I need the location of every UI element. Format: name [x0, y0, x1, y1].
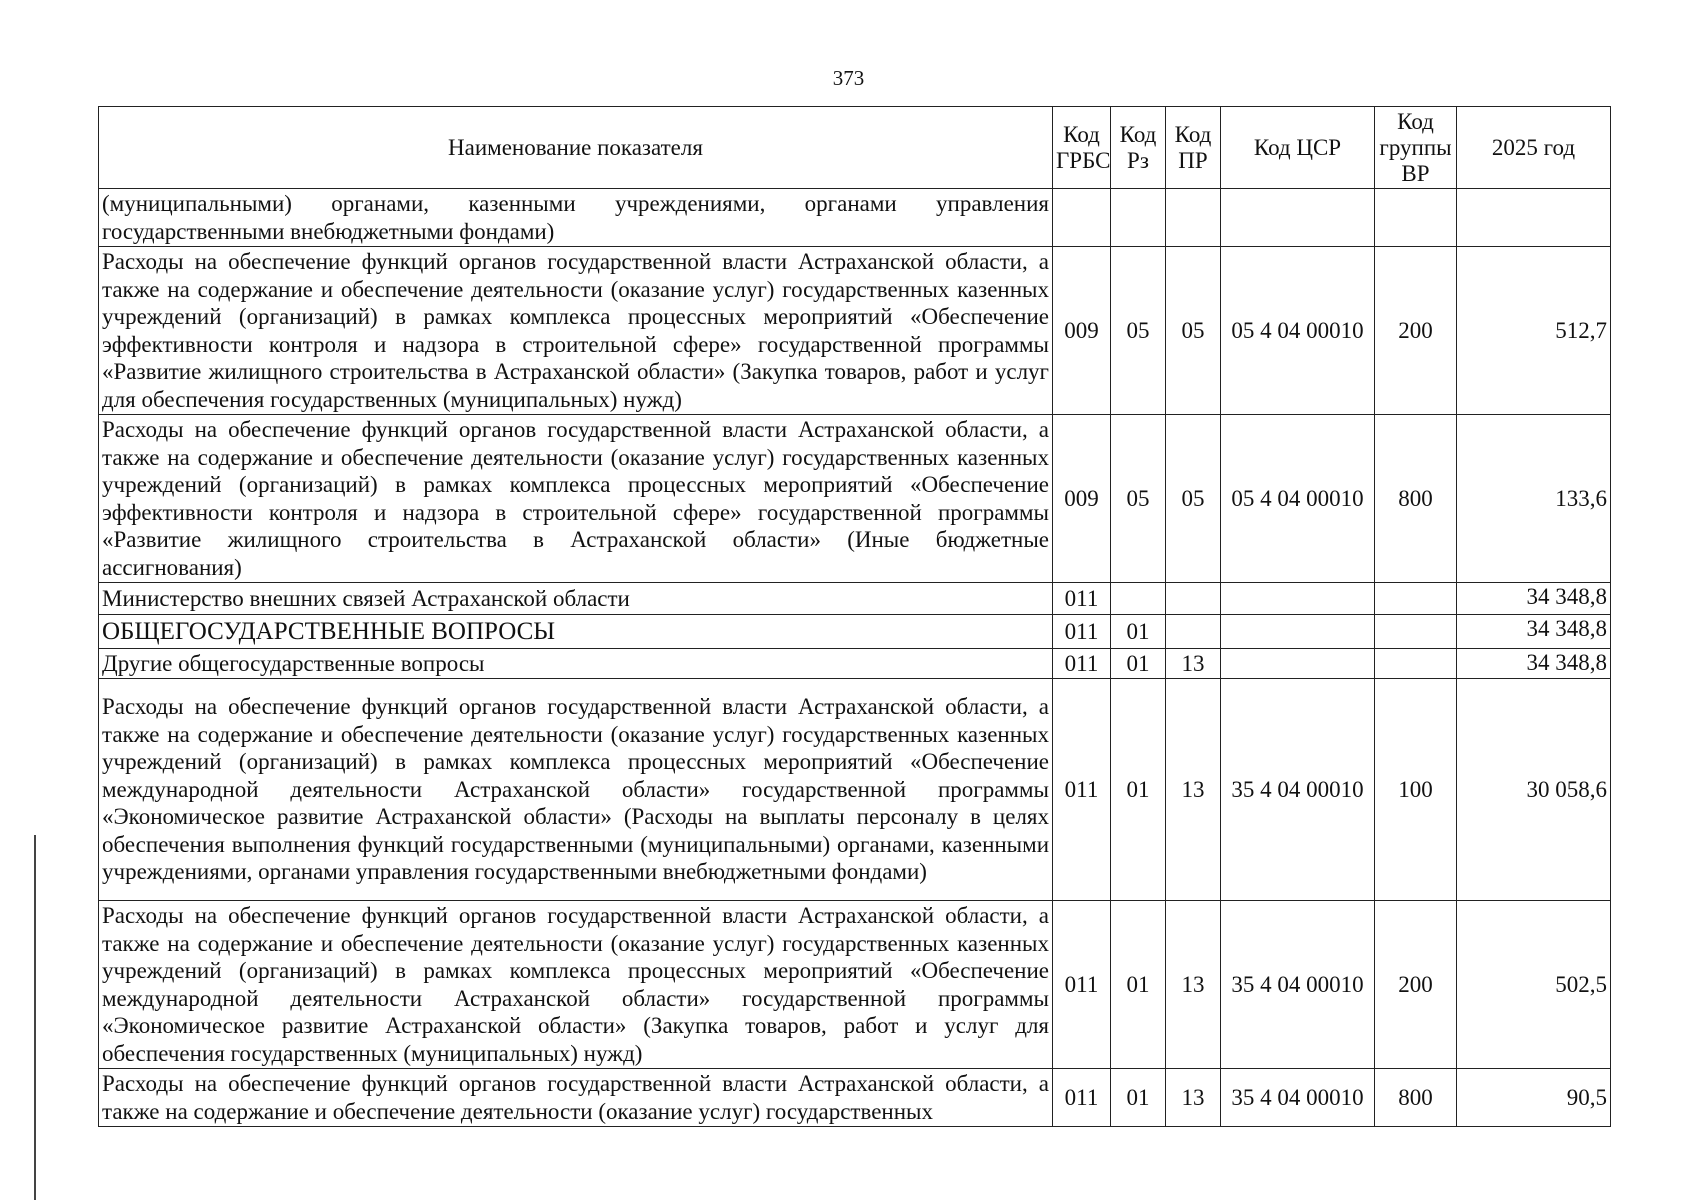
budget-table — [98, 106, 1611, 1127]
row-name: Расходы на обеспечение функций органов государственной власти Астраханской области, а также на содержание и обеспечение деятельности (оказание услуг) государственных — [99, 1069, 1053, 1127]
row-csr: 35 4 04 00010 — [1221, 1069, 1375, 1127]
row-csr — [1221, 189, 1375, 247]
table-row — [99, 415, 1611, 583]
header-vr: Код группы ВР — [1375, 107, 1457, 189]
row-amount: 502,5 — [1457, 901, 1611, 1069]
row-vr: 200 — [1375, 247, 1457, 415]
row-name: Расходы на обеспечение функций органов государственной власти Астраханской области, а также на содержание и обеспечение деятельности (оказание услуг) государственных казенных учреждений (организаций) в рамках комплекса процессных мероприятий «Обеспечение международной деятельности Астраханской области» государственной программы «Экономическое развитие Астраханской области» (Расходы на выплаты персоналу в целях обеспечения выполнения функций государственными (муниципальными) органами, казенными учреждениями, органами управления государственными внебюджетными фондами) — [99, 679, 1053, 901]
row-rz: 01 — [1111, 901, 1166, 1069]
row-csr — [1221, 615, 1375, 649]
row-pr — [1166, 189, 1221, 247]
header-csr: Код ЦСР — [1221, 107, 1375, 189]
header-rz: Код Рз — [1111, 107, 1166, 189]
row-pr: 13 — [1166, 679, 1221, 901]
row-rz — [1111, 189, 1166, 247]
row-rz: 01 — [1111, 679, 1166, 901]
row-name: (муниципальными) органами, казенными учреждениями, органами управления государственными внебюджетными фондами) — [99, 189, 1053, 247]
row-pr: 05 — [1166, 247, 1221, 415]
row-rz: 01 — [1111, 1069, 1166, 1127]
row-amount — [1457, 189, 1611, 247]
row-rz — [1111, 583, 1166, 615]
table-row — [99, 649, 1611, 679]
row-grbs: 011 — [1053, 901, 1111, 1069]
row-amount: 34 348,8 — [1457, 583, 1611, 615]
row-rz: 05 — [1111, 415, 1166, 583]
table-row — [99, 247, 1611, 415]
row-vr — [1375, 615, 1457, 649]
row-pr — [1166, 583, 1221, 615]
row-csr: 05 4 04 00010 — [1221, 415, 1375, 583]
row-grbs: 011 — [1053, 615, 1111, 649]
table-row — [99, 1069, 1611, 1127]
row-vr: 200 — [1375, 901, 1457, 1069]
row-grbs: 011 — [1053, 649, 1111, 679]
row-vr: 800 — [1375, 1069, 1457, 1127]
row-vr: 100 — [1375, 679, 1457, 901]
row-pr: 13 — [1166, 901, 1221, 1069]
row-amount: 30 058,6 — [1457, 679, 1611, 901]
row-name: Министерство внешних связей Астраханской области — [99, 583, 1053, 615]
row-amount: 90,5 — [1457, 1069, 1611, 1127]
row-pr — [1166, 615, 1221, 649]
row-amount: 133,6 — [1457, 415, 1611, 583]
row-csr — [1221, 649, 1375, 679]
row-name: Расходы на обеспечение функций органов государственной власти Астраханской области, а также на содержание и обеспечение деятельности (оказание услуг) государственных казенных учреждений (организаций) в рамках комплекса процессных мероприятий «Обеспечение международной деятельности Астраханской области» государственной программы «Экономическое развитие Астраханской области» (Закупка товаров, работ и услуг для обеспечения государственных (муниципальных) нужд) — [99, 901, 1053, 1069]
header-grbs: Код ГРБС — [1053, 107, 1111, 189]
row-csr: 05 4 04 00010 — [1221, 247, 1375, 415]
table-row — [99, 615, 1611, 649]
row-grbs: 009 — [1053, 247, 1111, 415]
row-amount: 34 348,8 — [1457, 615, 1611, 649]
row-csr: 35 4 04 00010 — [1221, 901, 1375, 1069]
row-grbs: 011 — [1053, 679, 1111, 901]
row-pr: 05 — [1166, 415, 1221, 583]
scan-margin-line — [34, 835, 36, 1200]
row-vr — [1375, 649, 1457, 679]
row-vr — [1375, 583, 1457, 615]
table-row — [99, 189, 1611, 247]
row-amount: 512,7 — [1457, 247, 1611, 415]
row-rz: 05 — [1111, 247, 1166, 415]
table-row — [99, 583, 1611, 615]
row-rz: 01 — [1111, 615, 1166, 649]
row-name: Другие общегосударственные вопросы — [99, 649, 1053, 679]
row-vr — [1375, 189, 1457, 247]
header-year: 2025 год — [1457, 107, 1611, 189]
row-name: ОБЩЕГОСУДАРСТВЕННЫЕ ВОПРОСЫ — [99, 615, 1053, 649]
page-number: 373 — [832, 66, 865, 90]
row-grbs: 011 — [1053, 1069, 1111, 1127]
row-amount: 34 348,8 — [1457, 649, 1611, 679]
row-pr: 13 — [1166, 1069, 1221, 1127]
row-grbs — [1053, 189, 1111, 247]
row-vr: 800 — [1375, 415, 1457, 583]
row-rz: 01 — [1111, 649, 1166, 679]
row-csr: 35 4 04 00010 — [1221, 679, 1375, 901]
row-name: Расходы на обеспечение функций органов государственной власти Астраханской области, а также на содержание и обеспечение деятельности (оказание услуг) государственных казенных учреждений (организаций) в рамках комплекса процессных мероприятий «Обеспечение эффективности контроля и надзора в строительной сфере» государственной программы «Развитие жилищного строительства в Астраханской области» (Закупка товаров, работ и услуг для обеспечения государственных (муниципальных) нужд) — [99, 247, 1053, 415]
row-csr — [1221, 583, 1375, 615]
table-header-row — [99, 107, 1611, 189]
table-row — [99, 901, 1611, 1069]
row-grbs: 009 — [1053, 415, 1111, 583]
header-pr: Код ПР — [1166, 107, 1221, 189]
table-row — [99, 679, 1611, 901]
row-name: Расходы на обеспечение функций органов государственной власти Астраханской области, а также на содержание и обеспечение деятельности (оказание услуг) государственных казенных учреждений (организаций) в рамках комплекса процессных мероприятий «Обеспечение эффективности контроля и надзора в строительной сфере» государственной программы «Развитие жилищного строительства в Астраханской области» (Иные бюджетные ассигнования) — [99, 415, 1053, 583]
header-name: Наименование показателя — [99, 107, 1053, 189]
row-grbs: 011 — [1053, 583, 1111, 615]
row-pr: 13 — [1166, 649, 1221, 679]
